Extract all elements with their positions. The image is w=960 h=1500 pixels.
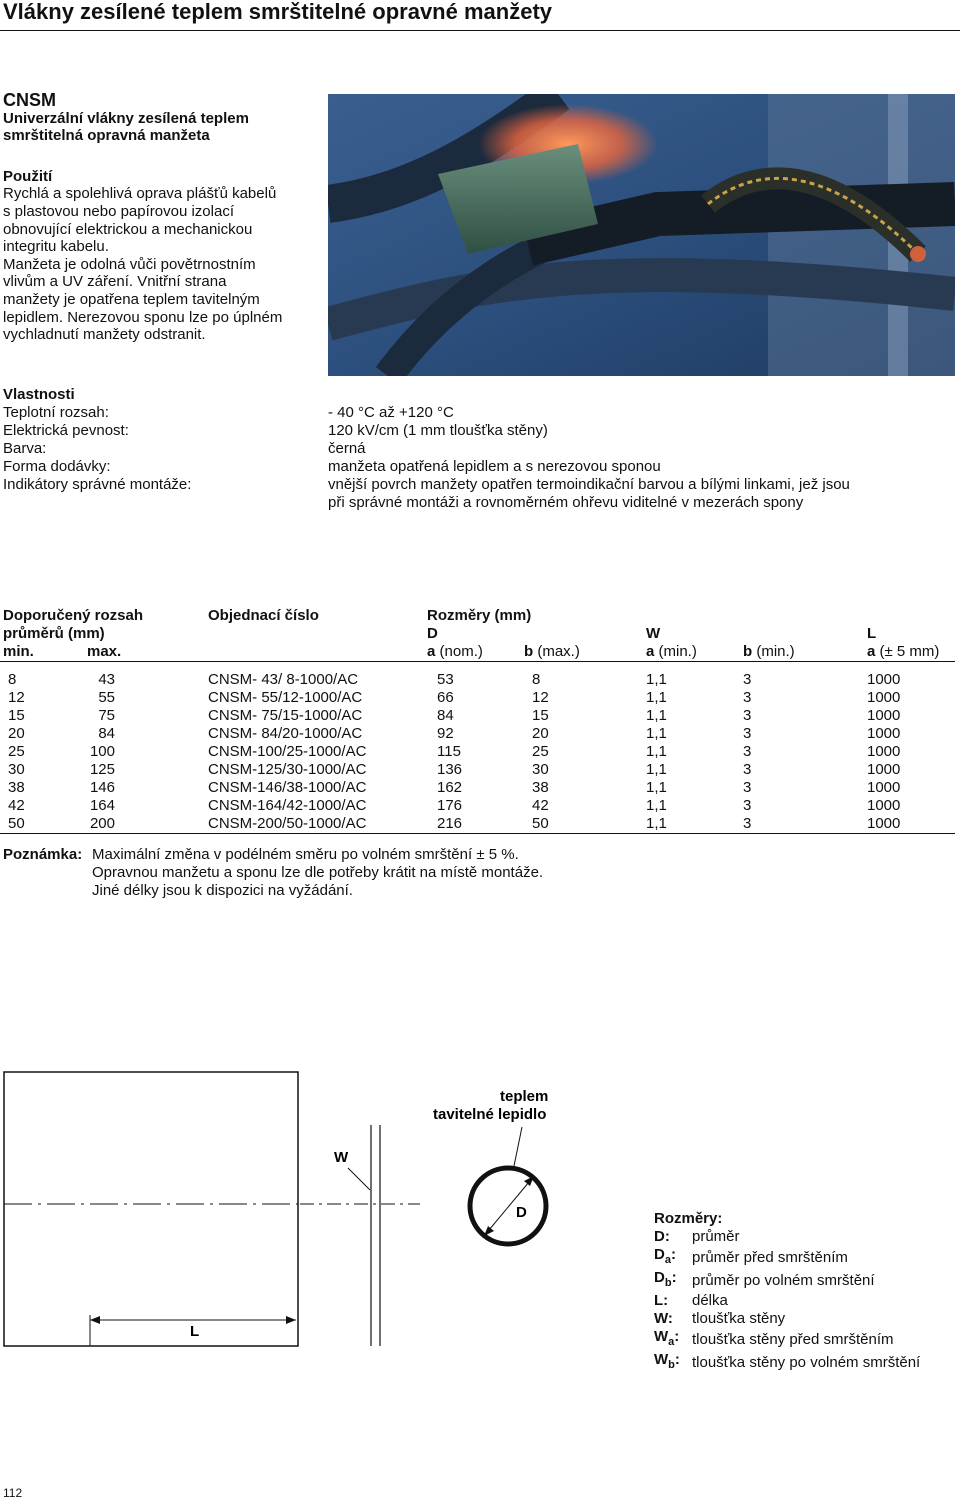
table-cell: CNSM- 43/ 8-1000/AC [208, 671, 359, 688]
legend-row [654, 1292, 920, 1310]
legend-key-sub: b [664, 1277, 672, 1289]
d-label: D [516, 1204, 527, 1221]
table-body [0, 671, 955, 834]
property-row [3, 458, 850, 476]
table-row [0, 815, 955, 834]
table-cell: 3 [743, 689, 752, 706]
legend-key: $W_b$: [654, 1351, 680, 1371]
property-label: Teplotní rozsah: [3, 403, 109, 421]
legend-row [654, 1228, 920, 1246]
header-range: Doporučený rozsah [3, 607, 144, 624]
property-row [3, 440, 850, 458]
table-cell: 12 [532, 689, 549, 706]
legend-row [654, 1246, 920, 1269]
header-max: max. [87, 643, 208, 662]
property-value: černá [328, 439, 366, 457]
header-qualifier: (max.) [537, 643, 580, 660]
table-cell: 1000 [867, 707, 901, 724]
table-cell: 42 [532, 797, 549, 814]
legend-key: $W_a$: [654, 1328, 680, 1348]
property-row [3, 404, 850, 422]
table-cell: 1,1 [646, 689, 667, 706]
dimension-table [0, 607, 955, 834]
table-cell: 92 [437, 725, 454, 742]
table-cell: 200 [87, 815, 208, 834]
table-cell: 3 [743, 743, 752, 760]
table-cell: CNSM- 75/15-1000/AC [208, 707, 363, 724]
usage-line: obnovující elektrickou a mechanickou [3, 220, 253, 238]
table-cell: CNSM-125/30-1000/AC [208, 761, 367, 778]
table-cell: 38 [532, 779, 549, 796]
table-cell: 3 [743, 725, 752, 742]
table-cell: 1,1 [646, 797, 667, 814]
table-cell: 75 [98, 707, 115, 724]
product-subtitle-2: smrštitelná opravná manžeta [3, 127, 210, 145]
table-row [0, 779, 955, 797]
legend-text: tloušťka stěny [692, 1310, 786, 1327]
table-cell: 8 [8, 671, 17, 688]
table-cell: 84 [98, 725, 115, 742]
legend-key-letter: D [654, 1228, 665, 1245]
properties-section [3, 386, 850, 512]
table-cell: 3 [743, 815, 867, 834]
table-cell: 1000 [867, 815, 955, 834]
cross-section-circle [470, 1168, 546, 1244]
legend-key-letter: W [654, 1328, 669, 1345]
property-label: Forma dodávky: [3, 457, 111, 475]
table-cell: CNSM-100/25-1000/AC [208, 743, 367, 760]
table-cell: 136 [437, 761, 463, 778]
table-cell: 100 [89, 743, 115, 760]
table-cell: CNSM- 84/20-1000/AC [208, 725, 363, 742]
property-value: vnější povrch manžety opatřen termoindikační barvou a bílými linkami, jež jsou [328, 475, 850, 493]
property-value: - 40 °C až +120 °C [328, 403, 454, 421]
sleeve-outline [4, 1072, 298, 1346]
header-sym: b [524, 643, 534, 660]
legend-row [654, 1328, 920, 1351]
table-cell: 25 [8, 743, 25, 760]
table-cell: 20 [532, 725, 549, 742]
table-cell: 1,1 [646, 725, 667, 742]
property-value: při správné montáži a rovnoměrném ohřevu viditelné v mezerách spony [328, 493, 804, 511]
table-cell: 3 [743, 779, 752, 796]
legend-key-letter: D [654, 1246, 665, 1263]
table-cell: 84 [437, 707, 454, 724]
table-cell: 3 [743, 761, 752, 778]
table-cell: 53 [437, 671, 454, 688]
properties-table [3, 404, 850, 512]
legend-key-letter: W [654, 1351, 669, 1368]
legend-key-sub: b [668, 1359, 675, 1371]
note-line: Maximální změna v podélném směru po volném smrštění ± 5 %. [92, 846, 519, 863]
table-cell: 176 [437, 797, 463, 814]
property-value: manžeta opatřená lepidlem a s nerezovou sponou [328, 457, 661, 475]
table-cell: 1,1 [646, 761, 667, 778]
table-cell: 3 [743, 671, 752, 688]
header-d-b-max [524, 643, 646, 662]
legend-row [654, 1310, 920, 1328]
header-sym: b [743, 643, 753, 660]
legend-row [654, 1351, 920, 1374]
header-sym: a [867, 643, 876, 660]
table-cell: 1,1 [646, 779, 667, 796]
legend-row [654, 1269, 920, 1292]
l-arrow-right [286, 1316, 296, 1324]
header-w-a-min [646, 643, 743, 662]
header-w: W [646, 625, 661, 642]
table-cell: 125 [89, 761, 115, 778]
header-min: min. [0, 643, 87, 662]
property-label: Barva: [3, 439, 47, 457]
property-value: 120 kV/cm (1 mm tloušťka stěny) [328, 421, 548, 439]
table-cell: 43 [98, 671, 115, 688]
legend-key: L: [654, 1292, 669, 1309]
usage-line: manžety je opatřena teplem tavitelným [3, 290, 260, 308]
table-cell: 42 [8, 797, 25, 814]
page-title: Vlákny zesílené teplem smrštitelné opravné manžety [3, 0, 553, 24]
table-cell: 1,1 [646, 743, 667, 760]
note-line: Jiné délky jsou k dispozici na vyžádání. [92, 882, 353, 899]
legend-heading: Rozměry: [654, 1210, 723, 1227]
table-header-row-2 [0, 625, 955, 643]
usage-line: s plastovou nebo papírovou izolací [3, 202, 234, 220]
table-cell: 1000 [867, 797, 901, 814]
table-cell: 3 [743, 797, 752, 814]
table-cell: CNSM-200/50-1000/AC [208, 815, 427, 834]
dimensions-legend [654, 1210, 920, 1374]
adhesive-label-1: teplem [500, 1088, 549, 1105]
table-row [0, 707, 955, 725]
legend-key: $D_a$: [654, 1246, 676, 1266]
header-qualifier: (min.) [756, 643, 795, 660]
table-cell: 164 [89, 797, 115, 814]
table-row [0, 671, 955, 689]
table-cell: 8 [532, 671, 541, 688]
legend-text: tloušťka stěny po volném smrštění [692, 1353, 921, 1371]
table-cell: 216 [427, 815, 524, 834]
usage-line: integritu kabelu. [3, 238, 109, 256]
header-diameters: průměrů (mm) [3, 625, 105, 642]
property-row [3, 476, 850, 494]
note-section [3, 846, 543, 900]
usage-line: lepidlem. Nerezovou sponu lze po úplném [3, 308, 283, 326]
table-cell: 55 [98, 689, 115, 706]
legend-key: $D_b$: [654, 1269, 677, 1289]
table-cell: 50 [0, 815, 87, 834]
table-cell: 1000 [867, 761, 901, 778]
legend-key-letter: W [654, 1310, 668, 1327]
product-code: CNSM [3, 90, 56, 110]
table-cell: 1000 [867, 671, 901, 688]
property-label: Indikátory správné montáže: [3, 475, 192, 493]
l-arrow-left [90, 1316, 100, 1324]
l-label: L [190, 1323, 200, 1340]
table-cell: 1000 [867, 725, 901, 742]
product-intro [3, 92, 323, 344]
table-row [0, 743, 955, 761]
table-header-row-1 [0, 607, 955, 625]
legend-text: tloušťka stěny před smrštěním [692, 1330, 894, 1348]
table-cell: CNSM- 55/12-1000/AC [208, 689, 363, 706]
note-label: Poznámka: [3, 846, 83, 863]
header-w-b-min [743, 643, 867, 662]
table-cell: 38 [8, 779, 25, 796]
table-cell: CNSM-146/38-1000/AC [208, 779, 367, 796]
table-cell: 30 [532, 761, 549, 778]
d-arrow-bottom [484, 1226, 494, 1236]
usage-line: vychladnutí manžety odstranit. [3, 326, 206, 344]
w-label: W [334, 1149, 349, 1166]
adhesive-label-2: tavitelné lepidlo [433, 1106, 547, 1123]
table-cell: 1,1 [646, 707, 667, 724]
table-cell: 162 [437, 779, 463, 796]
table-cell: 20 [8, 725, 25, 742]
property-row [3, 422, 850, 440]
table-row [0, 797, 955, 815]
header-sym: a [646, 643, 655, 660]
header-order-number: Objednací číslo [208, 607, 319, 624]
table-header-row-3 [0, 643, 955, 662]
table-cell: 115 [437, 743, 461, 760]
property-label [3, 494, 328, 512]
table-cell: 1000 [867, 743, 901, 760]
product-subtitle-1: Univerzální vlákny zesílená teplem [3, 109, 249, 127]
legend-key-letter: L [654, 1292, 664, 1309]
table-cell: 1000 [867, 689, 901, 706]
table-cell: 66 [437, 689, 454, 706]
product-photo [328, 94, 955, 376]
header-l: L [867, 625, 877, 642]
note-line: Opravnou manžetu a sponu lze dle potřeby krátit na místě montáže. [92, 864, 544, 881]
header-dimensions: Rozměry (mm) [427, 607, 532, 624]
table-row [0, 725, 955, 743]
header-d: D [427, 625, 438, 642]
legend-key-sub: a [664, 1254, 671, 1266]
legend-text: průměr [692, 1228, 740, 1245]
table-cell: 1,1 [646, 815, 743, 834]
usage-line: Manžeta je odolná vůči povětrnostním [3, 255, 256, 273]
header-sym: a [427, 643, 436, 660]
table-row [0, 689, 955, 707]
header-qualifier: (min.) [658, 643, 697, 660]
table-cell: 30 [8, 761, 25, 778]
table-cell: 15 [8, 707, 25, 724]
legend-text: průměr po volném smrštění [692, 1271, 875, 1289]
legend-key-sub: a [668, 1336, 675, 1348]
legend-text: délka [692, 1292, 728, 1309]
table-cell: 1000 [867, 779, 901, 796]
page-number: 112 [3, 1486, 23, 1500]
title-rule [0, 30, 960, 31]
property-label: Elektrická pevnost: [3, 421, 129, 439]
sleeve-diagram [0, 1065, 640, 1360]
usage-line: vlivům a UV záření. Vnitřní strana [3, 273, 227, 291]
legend-key-letter: D [654, 1269, 665, 1286]
table-cell: 1,1 [646, 671, 667, 688]
header-d-a-nom [427, 643, 524, 662]
table-row [0, 761, 955, 779]
table-cell: 25 [532, 743, 549, 760]
usage-line: Rychlá a spolehlivá oprava plášťů kabelů [3, 185, 277, 203]
product-photo-illustration [328, 94, 955, 376]
table-cell: 146 [89, 779, 115, 796]
table-cell: 50 [524, 815, 646, 834]
table-cell: 15 [532, 707, 549, 724]
header-qualifier: (nom.) [439, 643, 483, 660]
legend-text: průměr před smrštěním [692, 1248, 848, 1266]
adhesive-leader [514, 1127, 522, 1166]
usage-heading: Použití [3, 167, 53, 185]
properties-heading: Vlastnosti [3, 386, 75, 403]
table-cell: 3 [743, 707, 752, 724]
table-cell: CNSM-164/42-1000/AC [208, 797, 367, 814]
legend-key: W: [654, 1310, 673, 1327]
header-l-a [867, 643, 955, 662]
legend-table [654, 1228, 920, 1374]
d-arrow-top [524, 1176, 534, 1186]
legend-key: D: [654, 1228, 670, 1245]
property-row [3, 494, 850, 512]
table-cell: 12 [8, 689, 25, 706]
header-qualifier: (± 5 mm) [879, 643, 940, 660]
dimension-table-wrap [0, 607, 955, 834]
w-leader [348, 1168, 370, 1190]
